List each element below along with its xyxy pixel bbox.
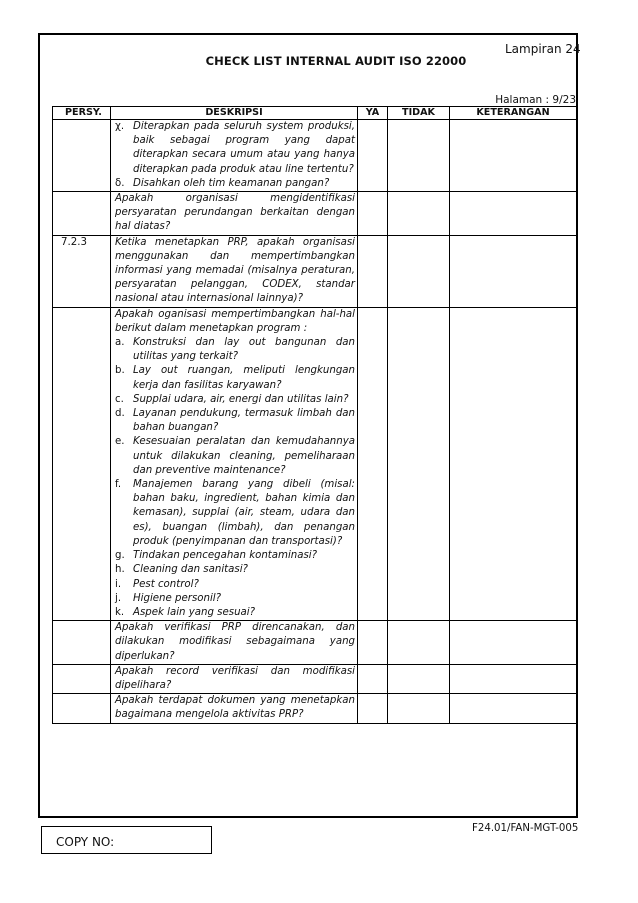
- ya-cell[interactable]: [358, 235, 388, 307]
- list-text: Cleaning dan sanitasi?: [133, 564, 248, 576]
- ya-cell[interactable]: [358, 192, 388, 236]
- list-marker: h.: [115, 564, 125, 576]
- list-item: [115, 364, 355, 392]
- list-text: Konstruksi dan lay out bangunan dan utilitas yang terkait?: [133, 337, 355, 363]
- description-cell: [111, 120, 358, 192]
- list-marker: g.: [115, 550, 125, 562]
- persy-cell: 7.2.3: [53, 235, 111, 307]
- description-text: Apakah record verifikasi dan modifikasi dipelihara?: [115, 665, 355, 691]
- list-marker: f.: [115, 479, 122, 491]
- keterangan-cell[interactable]: [450, 664, 577, 693]
- list-text: Pest control?: [133, 578, 199, 590]
- list-marker: d.: [115, 408, 125, 420]
- ya-cell[interactable]: [358, 307, 388, 620]
- description-text: Apakah organisasi mengidentifikasi persyaratan perundangan berkaitan dengan hal diatas?: [115, 193, 355, 233]
- keterangan-cell[interactable]: [450, 307, 577, 620]
- tidak-cell[interactable]: [388, 664, 450, 693]
- tidak-cell[interactable]: [388, 235, 450, 307]
- tidak-cell[interactable]: [388, 621, 450, 665]
- list-marker: i.: [115, 578, 122, 590]
- list-item: [115, 177, 355, 191]
- keterangan-cell[interactable]: [450, 694, 577, 723]
- table-row: [53, 694, 577, 723]
- list-marker: b.: [115, 365, 125, 377]
- list-text: Layanan pendukung, termasuk limbah dan bahan buangan?: [133, 408, 355, 434]
- list-marker: k.: [115, 606, 125, 618]
- keterangan-cell[interactable]: [450, 235, 577, 307]
- list-text: Aspek lain yang sesuai?: [133, 606, 256, 618]
- keterangan-cell[interactable]: [450, 192, 577, 236]
- list-marker: e.: [115, 436, 125, 448]
- table-row: [53, 307, 577, 620]
- list-item: [115, 563, 355, 577]
- list-item: [115, 336, 355, 364]
- list-text: Manajemen barang yang dibeli (misal: bahan baku, ingredient, bahan kimia dan kemasan), supplai (air, steam, udara dan es), buangan (limbah), dan penangan produk (penyimpanan dan transportasi)?: [133, 479, 355, 547]
- list-marker: a.: [115, 337, 125, 349]
- list-text: Higiene personil?: [133, 592, 222, 604]
- tidak-cell[interactable]: [388, 192, 450, 236]
- table-row: [53, 621, 577, 665]
- list-item: [115, 478, 355, 549]
- table-row: [53, 192, 577, 236]
- audit-checklist-table: [52, 106, 577, 724]
- list-marker: c.: [115, 393, 124, 405]
- description-text: Apakah terdapat dokumen yang menetapkan bagaimana mengelola aktivitas PRP?: [115, 695, 355, 721]
- list-item: [115, 578, 355, 592]
- col-header-deskripsi: DESKRIPSI: [111, 107, 358, 120]
- tidak-cell[interactable]: [388, 694, 450, 723]
- list-text: Kesesuaian peralatan dan kemudahannya untuk dilakukan cleaning, pemeliharaan dan preventive maintenance?: [133, 436, 355, 476]
- list-marker: j.: [115, 592, 122, 604]
- list-text: Lay out ruangan, meliputi lengkungan kerja dan fasilitas karyawan?: [133, 365, 355, 391]
- description-text: Ketika menetapkan PRP, apakah organisasi menggunakan dan mempertimbangkan informasi yang memadai (misalnya peraturan, persyaratan pelanggan, CODEX, standar nasional atau internasional lainnya)?: [115, 236, 355, 305]
- copy-no-label: COPY NO:: [56, 835, 115, 849]
- description-intro: Apakah oganisasi mempertimbangkan hal-hal berikut dalam menetapkan program :: [115, 308, 355, 334]
- list-text: Disahkan oleh tim keamanan pangan?: [133, 177, 330, 189]
- list-item: [115, 120, 355, 177]
- list-item: [115, 606, 355, 620]
- persy-cell: [53, 307, 111, 620]
- ya-cell[interactable]: [358, 664, 388, 693]
- list-marker: χ.: [115, 121, 125, 132]
- description-text: Apakah verifikasi PRP direncanakan, dan dilakukan modifikasi sebagaimana yang diperlukan?: [115, 622, 355, 662]
- list-text: Diterapkan pada seluruh system produksi, baik sebagai program yang dapat diterapkan secara umum atau yang hanya diterapkan pada produk atau line tertentu?: [133, 121, 355, 175]
- description-cell: [111, 235, 358, 307]
- keterangan-cell[interactable]: [450, 120, 577, 192]
- description-cell: [111, 192, 358, 236]
- form-code: F24.01/FAN-MGT-005: [472, 823, 579, 834]
- list-item: [115, 435, 355, 478]
- col-header-persy: PERSY.: [53, 107, 111, 120]
- list-item: [115, 549, 355, 563]
- persy-cell: [53, 120, 111, 192]
- persy-cell: [53, 694, 111, 723]
- ya-cell[interactable]: [358, 694, 388, 723]
- col-header-tidak: TIDAK: [388, 107, 450, 120]
- persy-cell: [53, 621, 111, 665]
- list-item: [115, 592, 355, 606]
- tidak-cell[interactable]: [388, 120, 450, 192]
- page-number: Halaman : 9/23: [495, 94, 576, 106]
- lampiran-label: Lampiran 24: [505, 42, 581, 56]
- persy-cell: [53, 664, 111, 693]
- description-cell: [111, 694, 358, 723]
- list-text: Supplai udara, air, energi dan utilitas lain?: [133, 393, 349, 405]
- list-item: [115, 393, 355, 407]
- document-title: [0, 54, 638, 68]
- table-row: [53, 235, 577, 307]
- ya-cell[interactable]: [358, 120, 388, 192]
- description-cell: [111, 664, 358, 693]
- col-header-ya: YA: [358, 107, 388, 120]
- copy-no-box[interactable]: [41, 826, 212, 854]
- list-marker: δ.: [115, 177, 125, 189]
- keterangan-cell[interactable]: [450, 621, 577, 665]
- ya-cell[interactable]: [358, 621, 388, 665]
- list-text: Tindakan pencegahan kontaminasi?: [133, 550, 318, 562]
- persy-cell: [53, 192, 111, 236]
- list-item: [115, 407, 355, 435]
- description-cell: [111, 621, 358, 665]
- table-row: [53, 664, 577, 693]
- table-header-row: [53, 107, 577, 120]
- tidak-cell[interactable]: [388, 307, 450, 620]
- col-header-keterangan: KETERANGAN: [450, 107, 577, 120]
- description-cell: [111, 307, 358, 620]
- table-row: [53, 120, 577, 192]
- document-title-text: CHECK LIST INTERNAL AUDIT ISO 22000: [205, 54, 467, 68]
